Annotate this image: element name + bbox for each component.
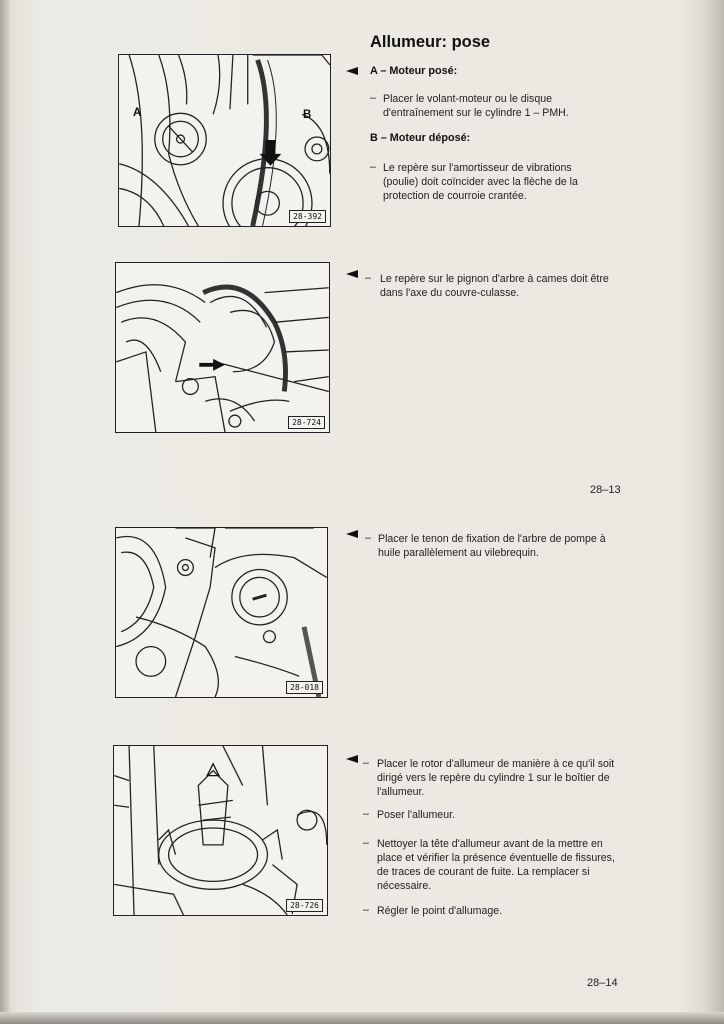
figure-28-726 [113, 745, 328, 916]
bullet-dash: – [370, 92, 376, 104]
distributor-illustration [114, 746, 327, 915]
page-bottom-edge [0, 1012, 724, 1024]
section-b-step-1: Le repère sur l'amortisseur de vibrations (poulie) doit coïncider avec la flèche de la protection de courroie crantée. [383, 162, 578, 202]
oil-pump-illustration [116, 528, 327, 697]
camshaft-step: Le repère sur le pignon d'arbre à cames doit être dans l'axe du couvre-culasse. [380, 273, 609, 299]
page-title: Allumeur: pose [370, 33, 491, 51]
figure-number: 28-724 [288, 416, 325, 429]
section-a-step-1: Placer le volant-moteur ou le disque d'entraînement sur le cylindre 1 – PMH. [383, 93, 569, 119]
section-a-heading: A – Moteur posé: [370, 65, 458, 77]
page-number-upper: 28–13 [590, 484, 621, 496]
bullet-dash: – [363, 904, 369, 916]
pointer-arrow-icon [346, 270, 358, 278]
figure-28-018 [115, 527, 328, 698]
distributor-step-3: Nettoyer la tête d'allumeur avant de la mettre en place et vérifier la présence éventuelle de fissures, de traces de courant de fuite. La remplacer si nécessaire. [377, 838, 615, 892]
distributor-step-2: Poser l'allumeur. [377, 809, 455, 821]
bullet-dash: – [363, 808, 369, 820]
bullet-dash: – [365, 272, 371, 284]
bullet-dash: – [365, 532, 371, 544]
section-b-heading: B – Moteur déposé: [370, 132, 471, 144]
figure-28-724 [115, 262, 330, 433]
figure-28-392 [118, 54, 331, 227]
callout-b: B [303, 109, 312, 121]
oil-pump-step: Placer le tenon de fixation de l'arbre de pompe à huile parallèlement au vilebrequin. [378, 533, 606, 559]
distributor-step-1: Placer le rotor d'allumeur de manière à ce qu'il soit dirigé vers le repère du cylindre 1 sur le boîtier de l'allumeur. [377, 758, 615, 798]
pointer-arrow-icon [346, 530, 358, 538]
figure-number: 28-726 [286, 899, 323, 912]
page-spine-shadow [0, 0, 10, 1024]
engine-illustration [119, 55, 330, 226]
figure-number: 28-018 [286, 681, 323, 694]
camshaft-illustration [116, 263, 329, 432]
bullet-dash: – [363, 757, 369, 769]
figure-number: 28-392 [289, 210, 326, 223]
callout-a: A [133, 107, 142, 119]
bullet-dash: – [363, 837, 369, 849]
bullet-dash: – [370, 161, 376, 173]
pointer-arrow-icon [346, 67, 358, 75]
pointer-arrow-icon [346, 755, 358, 763]
distributor-step-4: Régler le point d'allumage. [377, 905, 503, 917]
page-number-lower: 28–14 [587, 977, 618, 989]
